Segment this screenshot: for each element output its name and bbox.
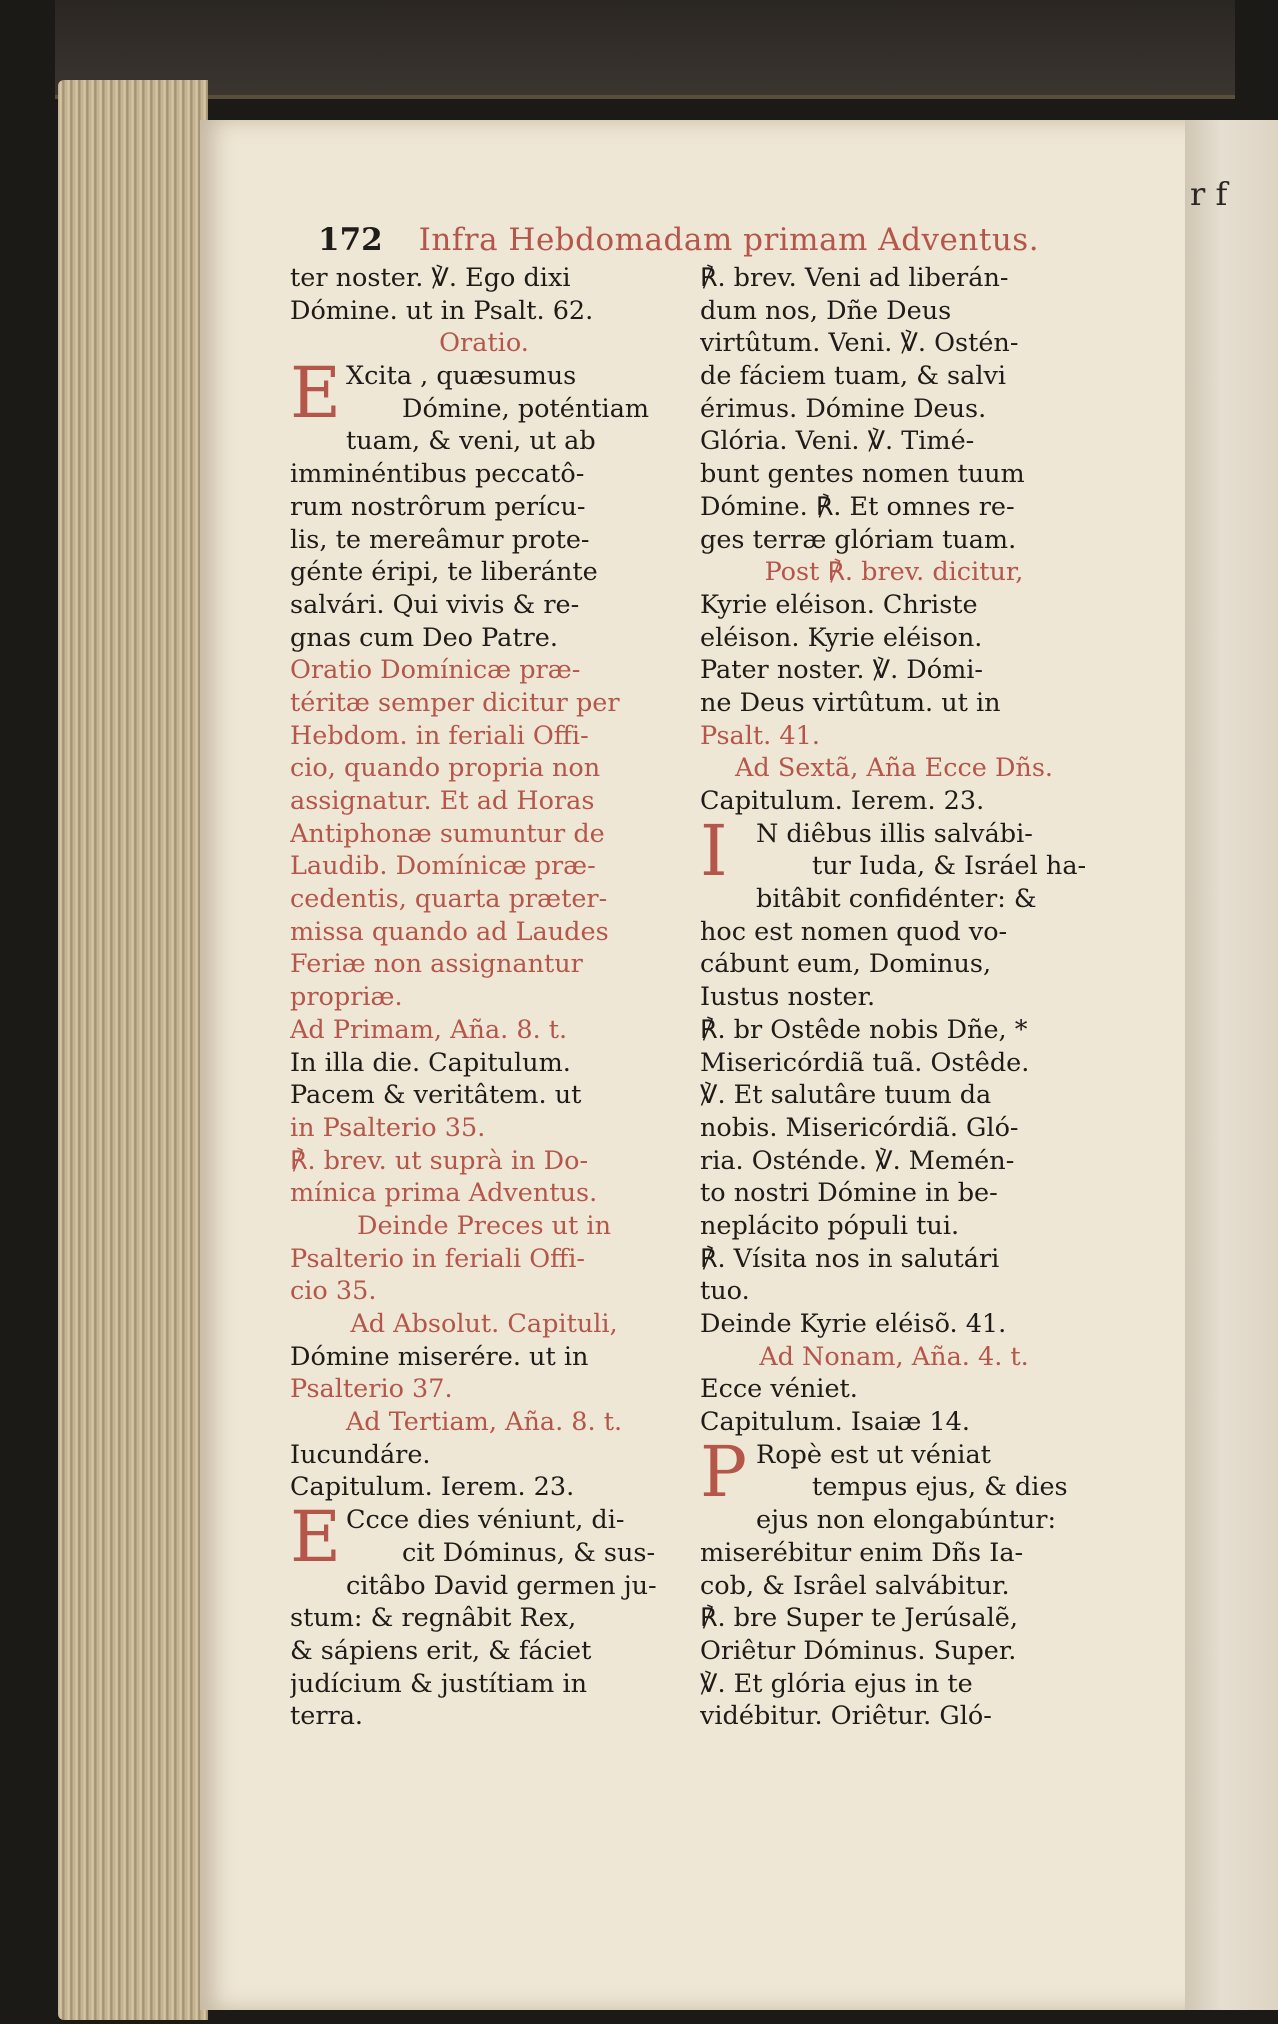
line-text: tur Iuda, & Isráel ha- [812, 851, 1087, 882]
text-line [700, 393, 1088, 426]
running-head [318, 222, 1078, 258]
line-text: missa quando ad Laudes [290, 916, 609, 947]
text-line [290, 1668, 678, 1701]
left-column [290, 262, 678, 1733]
text-line [700, 327, 1088, 360]
text-line [700, 981, 1088, 1014]
margin-marks: r f [1190, 175, 1228, 213]
line-text: In illa die. Capitulum. [290, 1047, 571, 1078]
text-line [290, 1210, 678, 1243]
line-text: Antiphonæ sumuntur de [290, 818, 605, 849]
text-line [290, 622, 678, 655]
line-text: téritæ semper dicitur per [290, 687, 620, 718]
text-line [700, 1079, 1088, 1112]
text-line [290, 1373, 678, 1406]
line-text: Iucundáre. [290, 1439, 431, 1470]
line-text: imminéntibus peccatô- [290, 459, 585, 490]
text-line [700, 425, 1088, 458]
line-text: neplácito pópuli tui. [700, 1210, 960, 1241]
drop-cap-initial: P [700, 1430, 748, 1513]
text-line [700, 1570, 1088, 1603]
text-line [290, 1145, 678, 1178]
text-line [700, 262, 1088, 295]
text-line [290, 1112, 678, 1145]
text-line [290, 720, 678, 753]
line-text: Psalt. 41. [700, 720, 820, 751]
text-line [700, 1341, 1088, 1374]
line-text: Ad Absolut. Capituli, [350, 1309, 618, 1339]
line-text: nobis. Misericórdiã. Gló- [700, 1112, 1019, 1143]
text-line [700, 1047, 1088, 1080]
text-line [700, 1210, 1088, 1243]
line-text: vidébitur. Oriêtur. Gló- [700, 1701, 992, 1732]
line-text: in Psalterio 35. [290, 1112, 486, 1143]
text-line [700, 720, 1088, 753]
text-line [700, 654, 1088, 687]
text-line [290, 524, 678, 557]
line-text: Dómine. ℟. Et omnes re- [700, 491, 1015, 522]
facing-page-edge [1185, 120, 1278, 2010]
text-line [700, 1112, 1088, 1145]
line-text: Dómine miserére. ut in [290, 1341, 589, 1372]
line-text: gnas cum Deo Patre. [290, 622, 558, 653]
drop-cap-initial: E [290, 352, 342, 435]
text-line [290, 1079, 678, 1112]
text-line [290, 752, 678, 785]
line-text: Ad Sextã, Aña Ecce Dñs. [734, 753, 1054, 784]
text-line [290, 818, 678, 851]
line-text: rum nostrôrum perícu- [290, 491, 586, 522]
text-line [290, 295, 678, 328]
line-text: Oriêtur Dóminus. Super. [700, 1635, 1017, 1666]
line-text: Kyrie eléison. Christe [700, 589, 978, 620]
text-line [290, 327, 678, 360]
line-text: Deinde Preces ut in [357, 1210, 611, 1241]
line-text: tuam, & veni, ut ab [346, 426, 596, 457]
line-text: tempus ejus, & dies [812, 1472, 1068, 1503]
text-line [700, 1145, 1088, 1178]
text-line [700, 589, 1088, 622]
text-line [290, 458, 678, 491]
text-line [756, 1504, 1088, 1537]
line-text: Post ℟. brev. dicitur, [764, 557, 1024, 588]
line-text: Hebdom. in feriali Offi- [290, 720, 589, 751]
text-line [290, 1341, 678, 1374]
line-text: virtûtum. Veni. ℣. Ostén- [700, 328, 1019, 359]
line-text: cio 35. [290, 1276, 377, 1307]
line-text: cedentis, quarta præter- [290, 884, 608, 915]
text-line [700, 1406, 1088, 1439]
text-line [700, 1537, 1088, 1570]
line-text: Feriæ non assignantur [290, 949, 583, 980]
line-text: Ecce véniet. [700, 1374, 858, 1405]
line-text: propriæ. [290, 982, 403, 1013]
line-text: Psalterio 37. [290, 1374, 453, 1405]
text-line [290, 1047, 678, 1080]
line-text: bitâbit confidénter: & [756, 884, 1037, 915]
text-line [700, 752, 1088, 785]
line-text: Capitulum. Isaiæ 14. [700, 1407, 970, 1438]
line-text: citâbo David germen ju- [346, 1570, 657, 1601]
text-line [290, 981, 678, 1014]
text-line [700, 295, 1088, 328]
text-line [700, 1308, 1088, 1341]
line-text: Deinde Kyrie eléisõ. 41. [700, 1309, 1007, 1339]
line-text: génte éripi, te liberánte [290, 557, 598, 588]
text-line [700, 458, 1088, 491]
line-text: tuo. [700, 1276, 750, 1307]
line-text: lis, te mereâmur prote- [290, 524, 590, 555]
line-text: cábunt eum, Dominus, [700, 949, 992, 980]
text-line [290, 1439, 678, 1472]
line-text: bunt gentes nomen tuum [700, 459, 1025, 490]
line-text: cob, & Isrâel salvábitur. [700, 1570, 1010, 1601]
text-line [290, 1471, 678, 1504]
text-line [700, 1700, 1088, 1733]
line-text: cit Dóminus, & sus- [402, 1537, 656, 1568]
text-line [290, 1700, 678, 1733]
line-text: ℟. Vísita nos in salutári [700, 1243, 1000, 1274]
text-line [756, 850, 1088, 883]
line-text: mínica prima Adventus. [290, 1178, 598, 1209]
text-line [290, 1014, 678, 1047]
line-text: & sápiens erit, & fáciet [290, 1635, 592, 1666]
text-line [290, 687, 678, 720]
text-line [346, 1537, 678, 1570]
text-line [290, 1177, 678, 1210]
line-text: de fáciem tuam, & salvi [700, 361, 1007, 392]
text-line [700, 687, 1088, 720]
text-line [290, 785, 678, 818]
line-text: Pater noster. ℣. Dómi- [700, 655, 984, 686]
line-text: ℟. brev. ut suprà in Do- [290, 1145, 589, 1176]
line-text: Misericórdiã tuã. Ostêde. [700, 1047, 1030, 1078]
line-text: érimus. Dómine Deus. [700, 393, 987, 424]
text-line [700, 916, 1088, 949]
line-text: Capitulum. Ierem. 23. [290, 1472, 575, 1503]
text-line [290, 654, 678, 687]
line-text: ejus non elongabúntur: [756, 1505, 1057, 1536]
line-text: Iustus noster. [700, 982, 876, 1013]
line-text: N diêbus illis salvábi- [756, 818, 1033, 849]
line-text: miserébitur enim Dñs Ia- [700, 1537, 1024, 1568]
text-line [700, 491, 1088, 524]
line-text: Dómine, poténtiam [402, 393, 650, 424]
text-line [700, 556, 1088, 589]
line-text: Glória. Veni. ℣. Timé- [700, 426, 975, 457]
line-text: assignatur. Et ad Horas [290, 786, 595, 816]
text-line [700, 1373, 1088, 1406]
line-text: ne Deus virtûtum. ut in [700, 687, 1001, 718]
text-line [756, 883, 1088, 916]
text-line [290, 491, 678, 524]
text-line [700, 1668, 1088, 1701]
text-line [290, 1243, 678, 1276]
line-text: Psalterio in feriali Offi- [290, 1243, 586, 1274]
right-column [700, 262, 1088, 1733]
text-line [700, 1275, 1088, 1308]
line-text: ℣. Et glória ejus in te [700, 1668, 973, 1699]
line-text: dum nos, Dñe Deus [700, 295, 952, 326]
text-line [290, 589, 678, 622]
text-line [700, 1602, 1088, 1635]
text-line [290, 1308, 678, 1341]
text-line [700, 622, 1088, 655]
page-number: 172 [318, 222, 383, 258]
line-text: ℟. br Ostêde nobis Dñe, * [700, 1014, 1028, 1045]
line-text: Oratio Domínicæ præ- [290, 655, 581, 686]
drop-cap-initial: E [290, 1496, 342, 1579]
text-line [700, 524, 1088, 557]
text-line [290, 1602, 678, 1635]
text-line [346, 425, 678, 458]
text-line [290, 556, 678, 589]
text-line [700, 948, 1088, 981]
line-text: cio, quando propria non [290, 753, 601, 784]
text-line [290, 948, 678, 981]
line-text: salvári. Qui vivis & re- [290, 589, 580, 620]
line-text: Ad Primam, Aña. 8. t. [290, 1014, 568, 1045]
line-text: Ad Tertiam, Aña. 8. t. [345, 1407, 623, 1438]
text-line [290, 883, 678, 916]
text-line [290, 1635, 678, 1668]
text-line [700, 1177, 1088, 1210]
text-line [346, 1570, 678, 1603]
line-text: ℣. Et salutâre tuum da [700, 1080, 992, 1111]
text-line [756, 1471, 1088, 1504]
line-text: Xcita , quæsumus [346, 361, 577, 392]
line-text: Oratio. [439, 328, 529, 359]
page-edges [58, 80, 208, 2020]
text-line [290, 1406, 678, 1439]
book-cover-top [55, 0, 1235, 99]
text-line [700, 1014, 1088, 1047]
line-text: to nostri Dómine in be- [700, 1178, 998, 1209]
text-line [700, 360, 1088, 393]
line-text: ℟. brev. Veni ad liberán- [700, 263, 1009, 293]
line-text: ges terræ glóriam tuam. [700, 524, 1017, 555]
line-text: ria. Osténde. ℣. Memén- [700, 1145, 1015, 1176]
text-line [700, 785, 1088, 818]
line-text: ter noster. ℣. Ego dixi [290, 263, 571, 293]
line-text: hoc est nomen quod vo- [700, 916, 1008, 947]
text-line [290, 1275, 678, 1308]
line-text: ℟. bre Super te Jerúsalẽ, [700, 1603, 1018, 1634]
line-text: Ccce dies véniunt, di- [346, 1505, 625, 1536]
text-line [700, 1635, 1088, 1668]
line-text: eléison. Kyrie eléison. [700, 622, 983, 653]
line-text: Ropè est ut véniat [756, 1439, 991, 1470]
line-text: Ad Nonam, Aña. 4. t. [759, 1341, 1029, 1372]
line-text: Capitulum. Ierem. 23. [700, 786, 985, 816]
drop-cap-initial: I [700, 809, 728, 892]
line-text: stum: & regnâbit Rex, [290, 1603, 577, 1634]
text-line [290, 916, 678, 949]
line-text: terra. [290, 1701, 364, 1732]
line-text: Pacem & veritâtem. ut [290, 1080, 582, 1111]
text-line [290, 262, 678, 295]
line-text: Laudib. Domínicæ præ- [290, 851, 596, 882]
line-text: judícium & justítiam in [290, 1668, 588, 1699]
running-title: Infra Hebdomadam primam Adventus. [418, 222, 1040, 258]
text-line [700, 1243, 1088, 1276]
text-line [290, 850, 678, 883]
line-text: Dómine. ut in Psalt. 62. [290, 295, 594, 326]
text-line [346, 393, 678, 426]
